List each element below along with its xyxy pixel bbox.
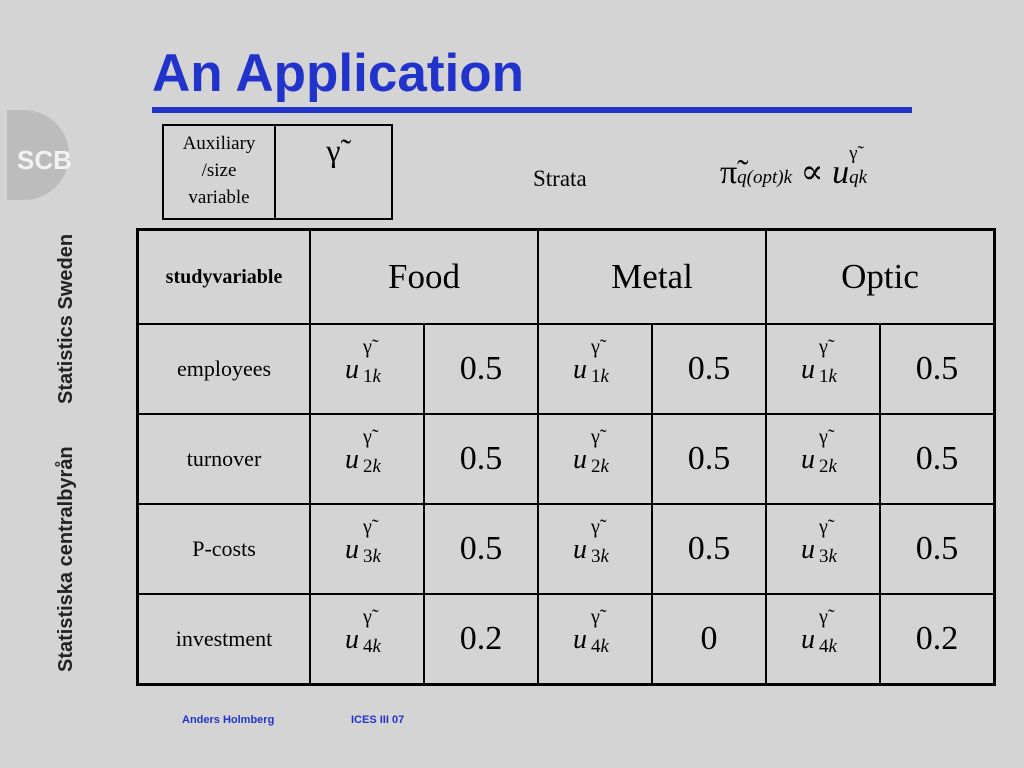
brand-label-english: Statistics Sweden [55, 233, 77, 404]
size-measure-unit-index: k [600, 455, 609, 477]
table-header-row [138, 230, 995, 325]
variable-name: employees [138, 324, 311, 414]
size-measure-cell [766, 414, 880, 504]
size-measure [343, 515, 391, 570]
size-measure-symbol: u [801, 623, 815, 655]
size-measure-exponent: γ̃ [591, 335, 600, 358]
auxiliary-label-line: /size [201, 160, 237, 181]
size-measure-unit-index: k [372, 455, 381, 477]
strata-table [136, 228, 996, 686]
table-row [138, 324, 995, 414]
size-measure-unit-index: k [600, 635, 609, 657]
size-measure [343, 605, 391, 660]
size-measure-subscript [819, 456, 837, 478]
auxiliary-label-line: Auxiliary [182, 133, 256, 154]
size-measure-index: 4 [363, 635, 373, 657]
inclusion-formula [720, 143, 867, 192]
table-row [138, 594, 995, 685]
stratum-header: Metal [538, 230, 766, 325]
size-measure-symbol: u [345, 353, 359, 385]
size-measure-cell [766, 324, 880, 414]
size-measure-exponent: γ̃ [591, 425, 600, 448]
size-measure-exponent: γ̃ [363, 335, 372, 358]
exponent-value: 0.5 [424, 324, 538, 414]
variable-name: investment [138, 594, 311, 685]
size-measure-symbol: u [345, 443, 359, 475]
size-measure-exponent: γ̃ [819, 605, 828, 628]
size-measure [343, 335, 391, 390]
size-measure-subscript [363, 366, 381, 388]
size-measure-cell [538, 504, 652, 594]
size-measure-unit-index: k [828, 635, 837, 657]
size-measure-index: 2 [591, 455, 601, 477]
size-measure-cell [538, 594, 652, 685]
size-measure [799, 515, 847, 570]
size-measure-index: 4 [591, 635, 601, 657]
strata-label: Strata [533, 166, 587, 191]
size-measure-unit-index: k [372, 365, 381, 387]
size-measure-cell [310, 324, 424, 414]
formula-rhs-sub: qk [849, 167, 867, 188]
exponent-value: 0.5 [424, 414, 538, 504]
table-row [138, 414, 995, 504]
size-measure-symbol: u [573, 533, 587, 565]
size-measure-unit-index: k [372, 635, 381, 657]
svg-text:SCB: SCB [17, 145, 72, 175]
stratum-header: Optic [766, 230, 995, 325]
size-measure [799, 425, 847, 480]
size-measure-unit-index: k [828, 545, 837, 567]
formula-rhs: u [832, 154, 850, 191]
size-measure-cell [310, 414, 424, 504]
size-measure [571, 425, 619, 480]
exponent-value: 0.2 [880, 594, 995, 685]
exponent-value: 0.5 [880, 414, 995, 504]
size-measure-exponent: γ̃ [819, 425, 828, 448]
size-measure-exponent: γ̃ [363, 425, 372, 448]
size-measure-symbol: u [801, 533, 815, 565]
brand-label-swedish: Statistiska centralbyrån [55, 446, 77, 672]
formula-lhs-sub: q(opt)k [737, 167, 793, 188]
size-measure-cell [538, 414, 652, 504]
size-measure-cell [310, 504, 424, 594]
size-measure [571, 605, 619, 660]
exponent-value: 0.5 [880, 504, 995, 594]
size-measure-symbol: u [573, 443, 587, 475]
table-body [138, 324, 995, 685]
auxiliary-label [164, 126, 276, 218]
exponent-value: 0.2 [424, 594, 538, 685]
footer-conference: ICES III 07 [351, 714, 405, 726]
size-measure-index: 3 [363, 545, 373, 567]
auxiliary-symbol: γ̃ [326, 132, 341, 168]
scb-logo-mark [15, 135, 72, 179]
title-underline [152, 107, 912, 113]
formula-rhs-sup: γ̃ [849, 143, 858, 164]
size-measure-symbol: u [345, 623, 359, 655]
size-measure-index: 3 [591, 545, 601, 567]
stratum-header: Food [310, 230, 538, 325]
size-measure-index: 3 [819, 545, 829, 567]
size-measure-cell [766, 594, 880, 685]
exponent-value: 0.5 [652, 504, 766, 594]
size-measure-cell [310, 594, 424, 685]
size-measure-subscript [819, 546, 837, 568]
formula-relation: ∝ [800, 154, 824, 191]
size-measure-symbol: u [345, 533, 359, 565]
size-measure-subscript [363, 636, 381, 658]
slide-title: An Application [152, 44, 524, 103]
size-measure-unit-index: k [828, 455, 837, 477]
size-measure-unit-index: k [828, 365, 837, 387]
size-measure-subscript [819, 636, 837, 658]
exponent-value: 0.5 [880, 324, 995, 414]
auxiliary-label-line: variable [188, 187, 250, 208]
size-measure-exponent: γ̃ [591, 515, 600, 538]
size-measure-subscript [591, 366, 609, 388]
size-measure-unit-index: k [372, 545, 381, 567]
size-measure-cell [766, 504, 880, 594]
size-measure-symbol: u [801, 353, 815, 385]
size-measure-index: 1 [819, 365, 829, 387]
exponent-value: 0.5 [652, 324, 766, 414]
size-measure-index: 1 [363, 365, 373, 387]
size-measure-subscript [819, 366, 837, 388]
size-measure [799, 335, 847, 390]
size-measure-index: 1 [591, 365, 601, 387]
variable-name: P-costs [138, 504, 311, 594]
size-measure-exponent: γ̃ [819, 515, 828, 538]
size-measure-subscript [363, 456, 381, 478]
size-measure [799, 605, 847, 660]
size-measure-exponent: γ̃ [363, 605, 372, 628]
exponent-value: 0 [652, 594, 766, 685]
size-measure-exponent: γ̃ [363, 515, 372, 538]
size-measure-index: 2 [363, 455, 373, 477]
table-row [138, 504, 995, 594]
exponent-value: 0.5 [424, 504, 538, 594]
size-measure-index: 2 [819, 455, 829, 477]
exponent-value: 0.5 [652, 414, 766, 504]
formula-rhs-scripts [849, 143, 867, 188]
footer-author: Anders Holmberg [182, 714, 275, 726]
size-measure-subscript [591, 636, 609, 658]
auxiliary-variable-box [162, 124, 393, 220]
scb-logo [7, 110, 72, 200]
size-measure-subscript [591, 546, 609, 568]
size-measure-unit-index: k [600, 365, 609, 387]
size-measure-subscript [363, 546, 381, 568]
size-measure [571, 335, 619, 390]
size-measure-unit-index: k [600, 545, 609, 567]
size-measure-symbol: u [801, 443, 815, 475]
size-measure [571, 515, 619, 570]
size-measure-symbol: u [573, 353, 587, 385]
variable-name: turnover [138, 414, 311, 504]
formula-lhs: π̃ [720, 154, 738, 191]
size-measure-exponent: γ̃ [591, 605, 600, 628]
size-measure-symbol: u [573, 623, 587, 655]
size-measure-subscript [591, 456, 609, 478]
size-measure-index: 4 [819, 635, 829, 657]
size-measure-exponent: γ̃ [819, 335, 828, 358]
size-measure-cell [538, 324, 652, 414]
study-variable-header: studyvariable [138, 230, 311, 325]
size-measure [343, 425, 391, 480]
